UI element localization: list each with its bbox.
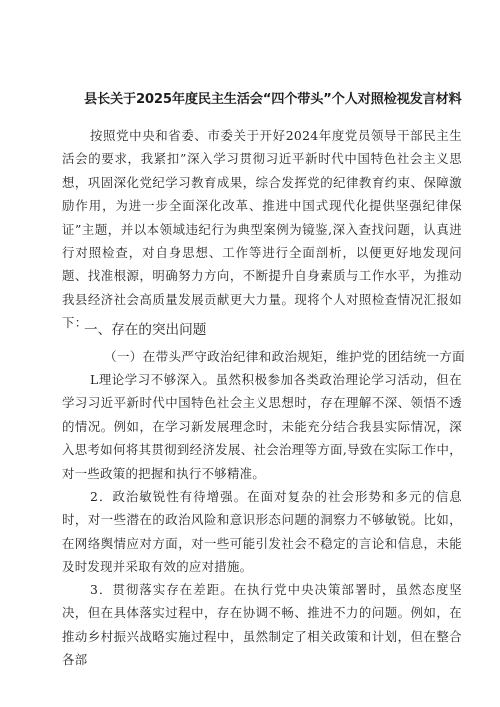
item-theory-study: L理论学习不够深入。虽然积极参加各类政治理论学习活动，但在学习习近平新时代中国特色社会主义思想时，存在理解不深、领悟不透的情况。例如，在学习新发展理念时，未能充分结合我县实际情况，深入思考如何将其贯彻到经济发展、社会治理等方面,导致在实际工作中，对一些政策的把握和执行不够精准。: [62, 372, 462, 481]
intro-paragraph: 按照党中央和省委、市委关于开好2024年度党员领导干部民主生活会的要求，我紧扣”深入学习贯彻习近平新时代中国特色社会主义思想，巩固深化党纪学习教育成果，综合发挥党的纪律教育约束、保障激励作用，为进一步全面深化改革、推进中国式现代化提供坚强纪律保证”主题，并以本领域违纪行为典型案例为镜鉴,深入查找问题，认真进行对照检查，对自身思想、工作等进行全面剖析，以便更好地发现问题、找准根源，明确努力方向，不断提升自身素质与工作水平，为推动我县经济社会高质量发展贡献更大力量。现将个人对照检查情况汇报如下：: [62, 128, 462, 331]
item-implementation-gap: 3．贯彻落实存在差距。在执行党中央决策部署时，虽然态度坚决，但在具体落实过程中，存在协调不畅、推进不力的问题。例如，在推动乡村振兴战略实施过程中，虽然制定了相关政策和计划，但在整合各部: [62, 582, 462, 668]
item-political-sensitivity: 2．政治敏锐性有待增强。在面对复杂的社会形势和多元的信息时，对一些潜在的政治风险和意识形态问题的洞察力不够敏锐。比如，在网络舆情应对方面，对一些可能引发社会不稳定的言论和信息，未能及时发现并采取有效的应对措施。: [62, 489, 462, 575]
subsection-heading-political-discipline: （一）在带头严守政治纪律和政治规矩，维护党的团结统一方面: [104, 349, 466, 364]
section-heading-problems: 一、存在的突出问题: [84, 322, 207, 338]
document-title: 县长关于2025年度民主生活会“四个带头”个人对照检视发言材料: [84, 92, 462, 107]
